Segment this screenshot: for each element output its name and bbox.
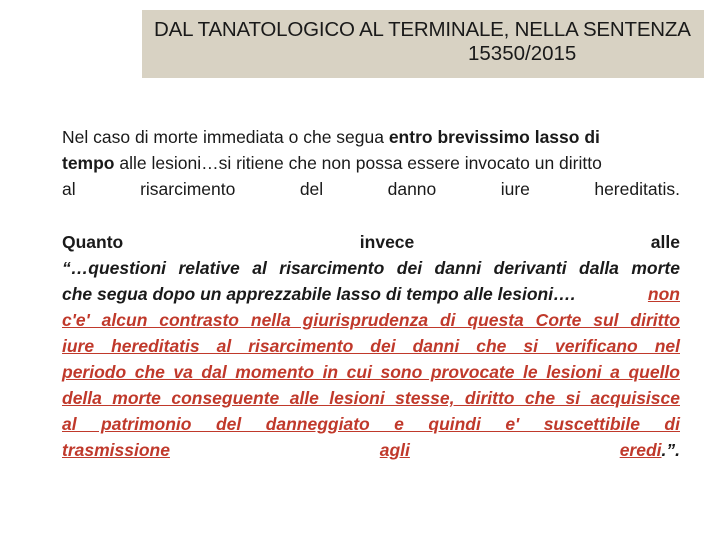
p1-line2-bold: tempo xyxy=(62,153,115,173)
p1-line1-bold: entro brevissimo lasso di xyxy=(388,127,600,147)
p2-line9-word: trasmissione xyxy=(62,440,170,460)
p2-line9-close: .”. xyxy=(661,440,680,460)
p2-line-9 xyxy=(62,437,680,463)
p2-word: alle xyxy=(650,232,680,252)
p1-line1-text: Nel caso di morte immediata o che segua xyxy=(62,127,389,147)
p1-word: hereditatis. xyxy=(594,179,680,199)
paragraph-2 xyxy=(62,229,680,463)
p1-word: danno xyxy=(387,179,437,199)
p2-line-4: c'e' alcun contrasto nella giurisprudenza di questa Corte sul diritto xyxy=(62,310,680,330)
p2-line3-red: non xyxy=(647,284,680,304)
title-line-1: DAL TANATOLOGICO AL TERMINALE, NELLA SENTENZA xyxy=(154,18,691,41)
paragraph-1 xyxy=(62,124,680,202)
p2-word: Quanto xyxy=(62,232,124,252)
p2-line-8: al patrimonio del danneggiato e quindi e' suscettibile di xyxy=(62,414,680,434)
p1-line-3 xyxy=(62,176,680,202)
p1-word: risarcimento xyxy=(140,179,236,199)
p2-line9-eredi: eredi xyxy=(619,440,662,460)
p1-line-1 xyxy=(62,124,680,150)
p2-word: invece xyxy=(359,232,415,252)
p2-line-2: “…questioni relative al risarcimento dei danni derivanti dalla morte xyxy=(62,258,680,278)
p2-line9-end xyxy=(620,437,680,463)
p1-line2-text: alle lesioni…si ritiene che non possa essere invocato un diritto xyxy=(114,153,602,173)
p1-word: iure xyxy=(500,179,530,199)
p2-line-3 xyxy=(62,281,680,307)
p2-line-5: iure hereditatis al risarcimento dei danni che si verificano nel xyxy=(62,336,680,356)
p1-line-2 xyxy=(62,150,680,176)
p2-line-1 xyxy=(62,229,680,255)
title-banner xyxy=(142,10,704,78)
title-line-2: 15350/2015 xyxy=(468,42,577,65)
p2-line-6: periodo che va dal momento in cui sono provocate le lesioni a quello xyxy=(62,362,680,382)
p2-line-7: della morte conseguente alle lesioni stesse, diritto che si acquisisce xyxy=(62,388,680,408)
p2-line3-text: che segua dopo un apprezzabile lasso di tempo alle lesioni…. xyxy=(62,284,581,304)
p2-line9-word: agli xyxy=(379,440,410,460)
p1-word: del xyxy=(299,179,324,199)
p1-word: al xyxy=(62,179,76,199)
